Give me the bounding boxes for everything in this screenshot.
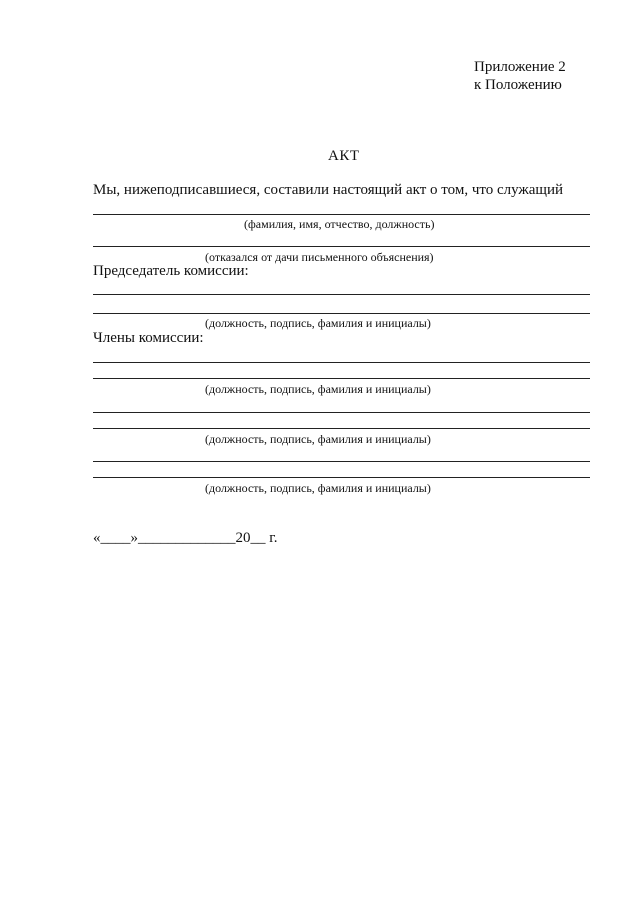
member-3-fill-line-1 — [93, 461, 590, 462]
employee-fill-line — [93, 214, 590, 215]
chairman-fill-line-1 — [93, 294, 590, 295]
intro-text: Мы, нижеподписавшиеся, составили настоящий акт о том, что служащий — [93, 182, 564, 198]
date-line: «____»_____________20__ г. — [93, 530, 278, 546]
member-1-signature-caption: (должность, подпись, фамилия и инициалы) — [205, 382, 431, 396]
chairman-label: Председатель комиссии: — [93, 263, 249, 279]
refusal-caption: (отказался от дачи письменного объяснения) — [205, 250, 434, 264]
member-2-fill-line-1 — [93, 412, 590, 413]
appendix-reference: к Положению — [474, 77, 562, 93]
document-title: АКТ — [328, 148, 360, 164]
appendix-number: Приложение 2 — [474, 59, 566, 75]
fio-position-caption: (фамилия, имя, отчество, должность) — [244, 217, 435, 231]
member-1-fill-line-2 — [93, 378, 590, 379]
member-3-fill-line-2 — [93, 477, 590, 478]
member-2-signature-caption: (должность, подпись, фамилия и инициалы) — [205, 432, 431, 446]
refusal-fill-line — [93, 246, 590, 247]
member-2-fill-line-2 — [93, 428, 590, 429]
member-1-fill-line-1 — [93, 362, 590, 363]
members-label: Члены комиссии: — [93, 330, 204, 346]
chairman-signature-caption: (должность, подпись, фамилия и инициалы) — [205, 316, 431, 330]
member-3-signature-caption: (должность, подпись, фамилия и инициалы) — [205, 481, 431, 495]
chairman-fill-line-2 — [93, 313, 590, 314]
